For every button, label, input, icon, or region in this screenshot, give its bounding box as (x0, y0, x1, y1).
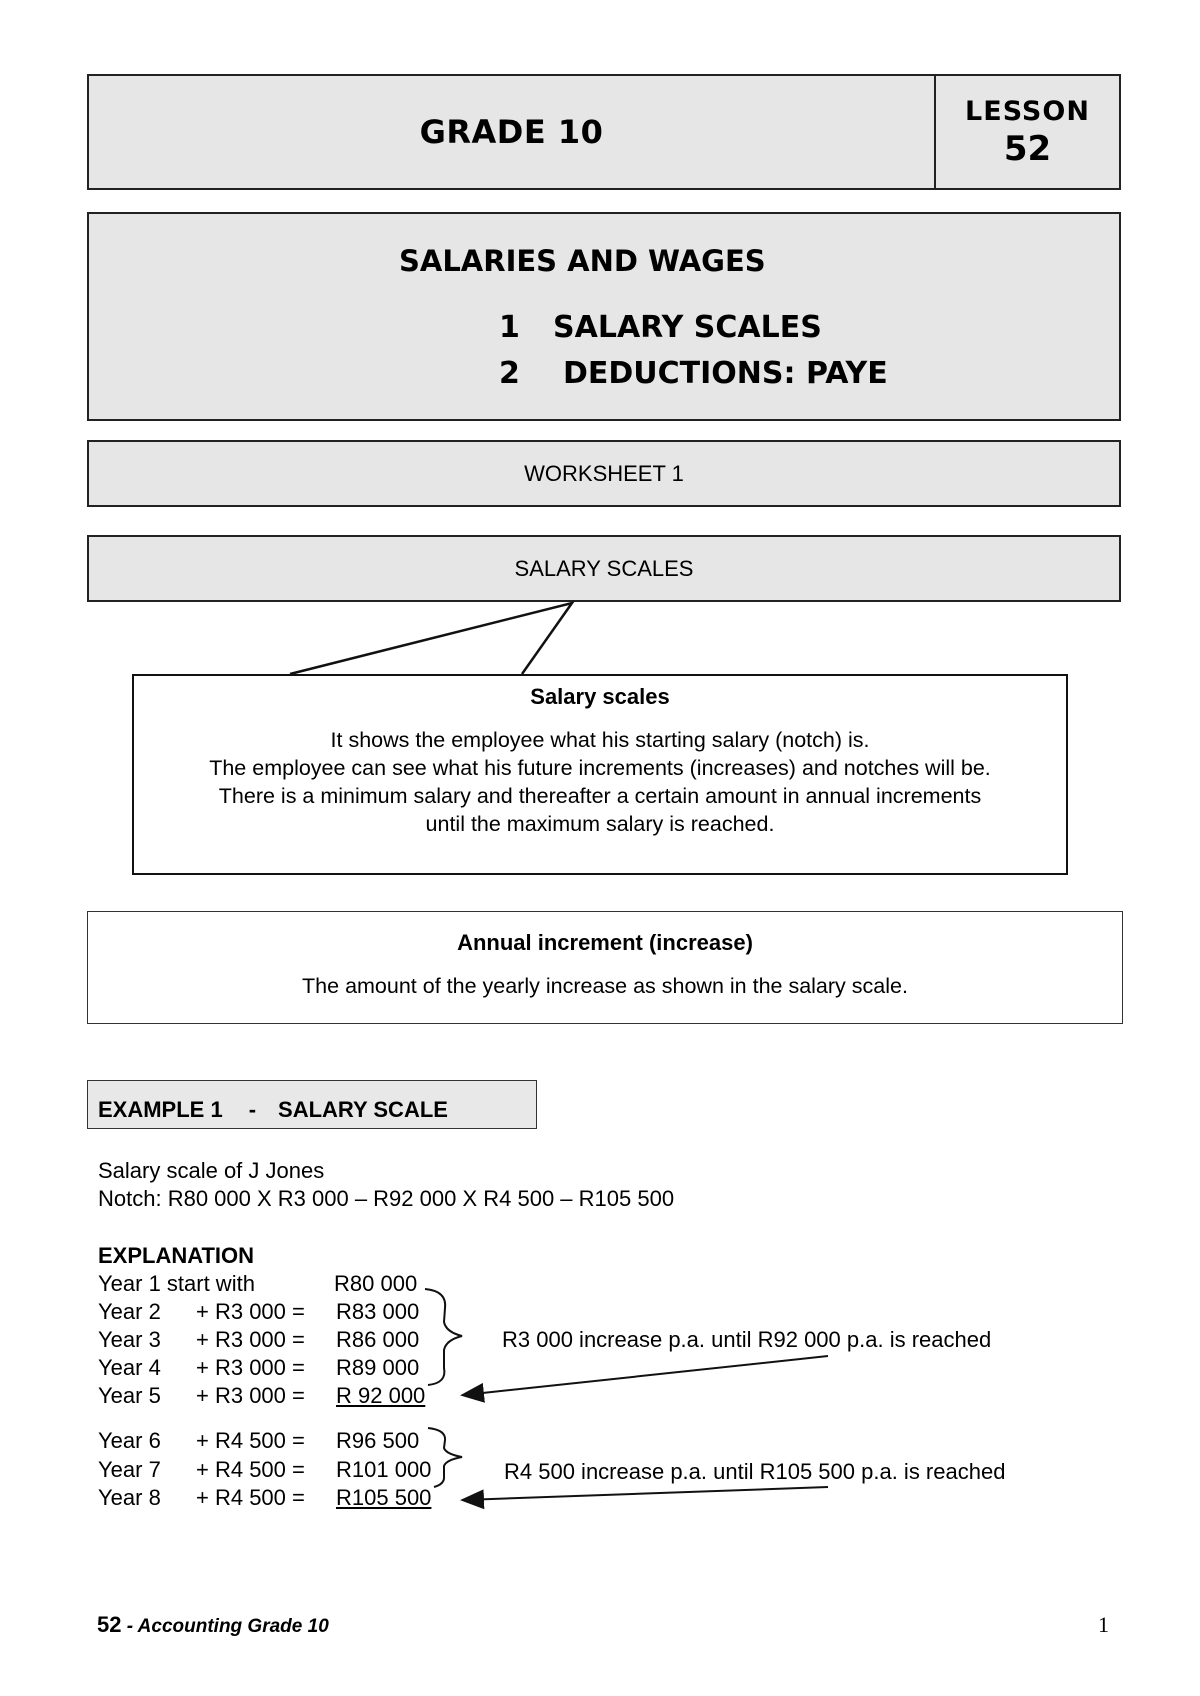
topic-number: 1 (499, 310, 520, 345)
row-start-text: Year 1 start with (98, 1271, 255, 1296)
worksheet-label: WORKSHEET 1 (524, 460, 684, 486)
arrow-to-year-5 (464, 1356, 828, 1395)
row-amount: R86 000 (336, 1327, 420, 1352)
row-increment: + R4 500 = (196, 1485, 305, 1510)
increment-text: The amount of the yearly increase as shown in the salary scale. (302, 974, 908, 998)
row-year: Year 7 (98, 1457, 161, 1482)
increase-note: R3 000 increase p.a. until R92 000 p.a. is reached (502, 1327, 992, 1352)
callout-heading: Salary scales (530, 684, 670, 709)
table-row (98, 1428, 498, 1455)
table-row (98, 1485, 498, 1512)
scale-name: Salary scale of J Jones (98, 1158, 325, 1183)
increment-box (87, 911, 1123, 1024)
row-amount: R89 000 (336, 1355, 420, 1380)
row-amount: R105 500 (336, 1485, 432, 1510)
row-increment: + R4 500 = (196, 1428, 305, 1453)
table-row (98, 1327, 498, 1354)
example-label: EXAMPLE 1 (98, 1097, 223, 1122)
topic-label: SALARY SCALES (553, 310, 822, 345)
lesson-label: LESSON (965, 95, 1090, 127)
footer-subject: - Accounting Grade 10 (121, 1616, 329, 1637)
footer-label (97, 1612, 329, 1638)
table-row (98, 1383, 498, 1410)
callout-pointer (0, 0, 1200, 700)
topic-label: DEDUCTIONS: PAYE (563, 356, 888, 391)
table-row (98, 1355, 498, 1382)
callout-pointer-line (290, 603, 572, 674)
row-increment: + R3 000 = (196, 1299, 305, 1324)
row-increment: + R3 000 = (196, 1383, 305, 1408)
row-amount: R 92 000 (336, 1383, 426, 1408)
row-year: Year 8 (98, 1485, 161, 1510)
row-year: Year 3 (98, 1327, 161, 1352)
row-year: Year 4 (98, 1355, 161, 1380)
notch-line: Notch: R80 000 X R3 000 – R92 000 X R4 500 – R105 500 (98, 1186, 675, 1211)
lesson-number: 52 (1003, 128, 1052, 169)
example-box (87, 1080, 537, 1129)
grade-title: GRADE 10 (419, 113, 604, 151)
row-amount: R83 000 (336, 1299, 420, 1324)
callout-line: until the maximum salary is reached. (425, 812, 775, 836)
main-title: SALARIES AND WAGES (399, 244, 766, 278)
callout-line: It shows the employee what his starting salary (notch) is. (330, 728, 870, 752)
row-year: Year 2 (98, 1299, 161, 1324)
row-increment: + R3 000 = (196, 1355, 305, 1380)
callout-body (134, 726, 1066, 838)
topic-number: 2 (499, 356, 520, 391)
increase-note: R4 500 increase p.a. until R105 500 p.a. is reached (504, 1459, 1006, 1484)
page-number: 1 (1098, 1612, 1109, 1637)
explanation-heading: EXPLANATION (98, 1243, 255, 1268)
section-label: SALARY SCALES (514, 555, 694, 581)
arrow-to-year-8 (464, 1487, 828, 1500)
row-year: Year 5 (98, 1383, 161, 1408)
footer-lesson-number: 52 (97, 1612, 122, 1637)
row-amount: R101 000 (336, 1457, 432, 1482)
row-amount: R96 500 (336, 1428, 420, 1453)
row-increment: + R4 500 = (196, 1457, 305, 1482)
table-row (98, 1271, 498, 1298)
example-separator: - (248, 1097, 257, 1122)
increment-heading: Annual increment (increase) (457, 930, 753, 955)
row-increment: + R3 000 = (196, 1327, 305, 1352)
table-row (98, 1457, 498, 1484)
row-year: Year 6 (98, 1428, 161, 1453)
example-title: SALARY SCALE (278, 1097, 448, 1122)
table-row (98, 1299, 498, 1326)
row-amount: R80 000 (334, 1271, 418, 1296)
callout-box (132, 674, 1068, 875)
callout-line: There is a minimum salary and thereafter a certain amount in annual increments (218, 784, 982, 808)
callout-line: The employee can see what his future increments (increases) and notches will be. (209, 756, 991, 780)
